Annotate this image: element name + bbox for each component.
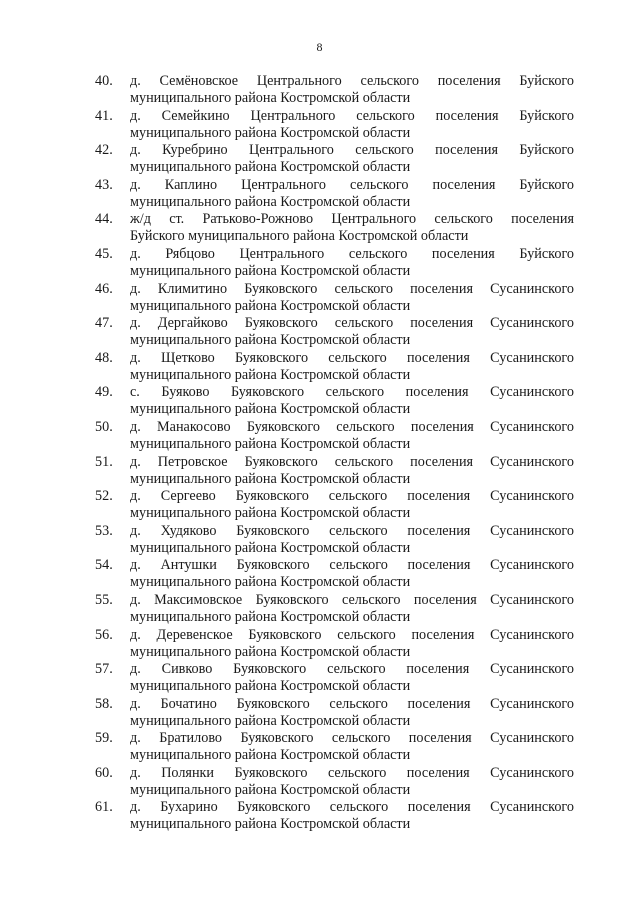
item-text-line-2: муниципального района Костромской области: [130, 124, 411, 141]
item-text-line-2: муниципального района Костромской области: [130, 781, 411, 798]
item-number: 52.: [95, 488, 113, 505]
item-text-line-1: д. Худяково Буяковского сельского поселения Сусанинского: [130, 522, 574, 539]
item-number: 46.: [95, 280, 113, 297]
item-text-line-1: д. Сергеево Буяковского сельского поселения Сусанинского: [130, 488, 574, 505]
item-number: 53.: [95, 522, 113, 539]
item-text-line-2: муниципального района Костромской области: [130, 435, 411, 452]
item-text-line-1: д. Максимовское Буяковского сельского поселения Сусанинского: [130, 591, 574, 608]
item-text-line-1: д. Братилово Буяковского сельского поселения Сусанинского: [130, 730, 574, 747]
item-text-line-2: муниципального района Костромской области: [130, 159, 411, 176]
item-number: 45.: [95, 245, 113, 262]
item-number: 49.: [95, 384, 113, 401]
list-item: [0, 454, 639, 489]
item-number: 47.: [95, 315, 113, 332]
item-text-line-2: муниципального района Костромской области: [130, 297, 411, 314]
item-text-line-1: д. Щетково Буяковского сельского поселения Сусанинского: [130, 349, 574, 366]
list-item: [0, 142, 639, 177]
item-number: 56.: [95, 626, 113, 643]
item-number: 50.: [95, 418, 113, 435]
list-item: [0, 177, 639, 212]
list-item: [0, 730, 639, 765]
item-text-line-1: д. Семейкино Центрального сельского поселения Буйского: [130, 107, 574, 124]
item-text-line-1: д. Бочатино Буяковского сельского поселения Сусанинского: [130, 695, 574, 712]
item-text-line-1: д. Климитино Буяковского сельского поселения Сусанинского: [130, 280, 574, 297]
settlement-list: [0, 73, 639, 834]
item-number: 59.: [95, 730, 113, 747]
item-text-line-1: д. Куребрино Центрального сельского поселения Буйского: [130, 142, 574, 159]
item-number: 43.: [95, 176, 113, 193]
item-text-line-1: с. Буяково Буяковского сельского поселения Сусанинского: [130, 384, 574, 401]
item-number: 55.: [95, 591, 113, 608]
list-item: [0, 419, 639, 454]
list-item: [0, 73, 639, 108]
item-text-line-2: муниципального района Костромской области: [130, 608, 411, 625]
item-text-line-2: муниципального района Костромской области: [130, 193, 411, 210]
item-number: 40.: [95, 73, 113, 89]
item-text-line-1: д. Сивково Буяковского сельского поселения Сусанинского: [130, 661, 574, 678]
item-text-line-1: д. Деревенское Буяковского сельского поселения Сусанинского: [130, 626, 574, 643]
item-text-line-2: муниципального района Костромской области: [130, 712, 411, 729]
item-number: 54.: [95, 557, 113, 574]
item-text-line-2: муниципального района Костромской области: [130, 816, 411, 833]
item-text-line-1: д. Полянки Буяковского сельского поселения Сусанинского: [130, 764, 574, 781]
list-item: [0, 350, 639, 385]
item-text-line-2: муниципального района Костромской области: [130, 332, 411, 349]
item-number: 44.: [95, 211, 113, 228]
list-item: [0, 696, 639, 731]
item-number: 57.: [95, 661, 113, 678]
item-number: 51.: [95, 453, 113, 470]
list-item: [0, 281, 639, 316]
item-text-line-1: д. Рябцово Центрального сельского поселения Буйского: [130, 245, 574, 262]
list-item: [0, 488, 639, 523]
item-text-line-1: д. Петровское Буяковского сельского поселения Сусанинского: [130, 453, 574, 470]
item-text-line-1: ж/д ст. Ратьково-Рожново Центрального сельского поселения: [130, 211, 574, 228]
item-text-line-1: д. Дергайково Буяковского сельского поселения Сусанинского: [130, 315, 574, 332]
list-item: [0, 246, 639, 281]
item-text-line-1: д. Бухарино Буяковского сельского поселения Сусанинского: [130, 799, 574, 816]
list-item: [0, 211, 639, 246]
list-item: [0, 661, 639, 696]
item-number: 42.: [95, 142, 113, 159]
item-text-line-2: муниципального района Костромской области: [130, 470, 411, 487]
list-item: [0, 557, 639, 592]
item-text-line-2: муниципального района Костромской области: [130, 366, 411, 383]
item-text-line-2: муниципального района Костромской области: [130, 262, 411, 279]
item-number: 41.: [95, 107, 113, 124]
item-number: 60.: [95, 764, 113, 781]
list-item: [0, 523, 639, 558]
item-text-line-2: муниципального района Костромской области: [130, 539, 411, 556]
item-text-line-1: д. Манакосово Буяковского сельского поселения Сусанинского: [130, 418, 574, 435]
item-text-line-1: д. Каплино Центрального сельского поселения Буйского: [130, 176, 574, 193]
item-text-line-1: д. Семёновское Центрального сельского поселения Буйского: [130, 73, 574, 89]
item-text-line-2: муниципального района Костромской области: [130, 401, 411, 418]
item-number: 48.: [95, 349, 113, 366]
item-number: 58.: [95, 695, 113, 712]
item-text-line-2: муниципального района Костромской области: [130, 747, 411, 764]
item-text-line-2: муниципального района Костромской области: [130, 505, 411, 522]
item-text-line-2: муниципального района Костромской области: [130, 90, 411, 106]
list-item: [0, 315, 639, 350]
item-text-line-1: д. Антушки Буяковского сельского поселения Сусанинского: [130, 557, 574, 574]
page-number: 8: [316, 40, 323, 54]
list-item: [0, 765, 639, 800]
item-text-line-2: муниципального района Костромской области: [130, 574, 411, 591]
item-text-line-2: Буйского муниципального района Костромской области: [130, 228, 469, 245]
item-text-line-2: муниципального района Костромской области: [130, 678, 411, 695]
list-item: [0, 627, 639, 662]
list-item: [0, 592, 639, 627]
item-text-line-2: муниципального района Костромской области: [130, 643, 411, 660]
list-item: [0, 384, 639, 419]
list-item: [0, 108, 639, 143]
list-item: [0, 799, 639, 834]
item-number: 61.: [95, 799, 113, 816]
